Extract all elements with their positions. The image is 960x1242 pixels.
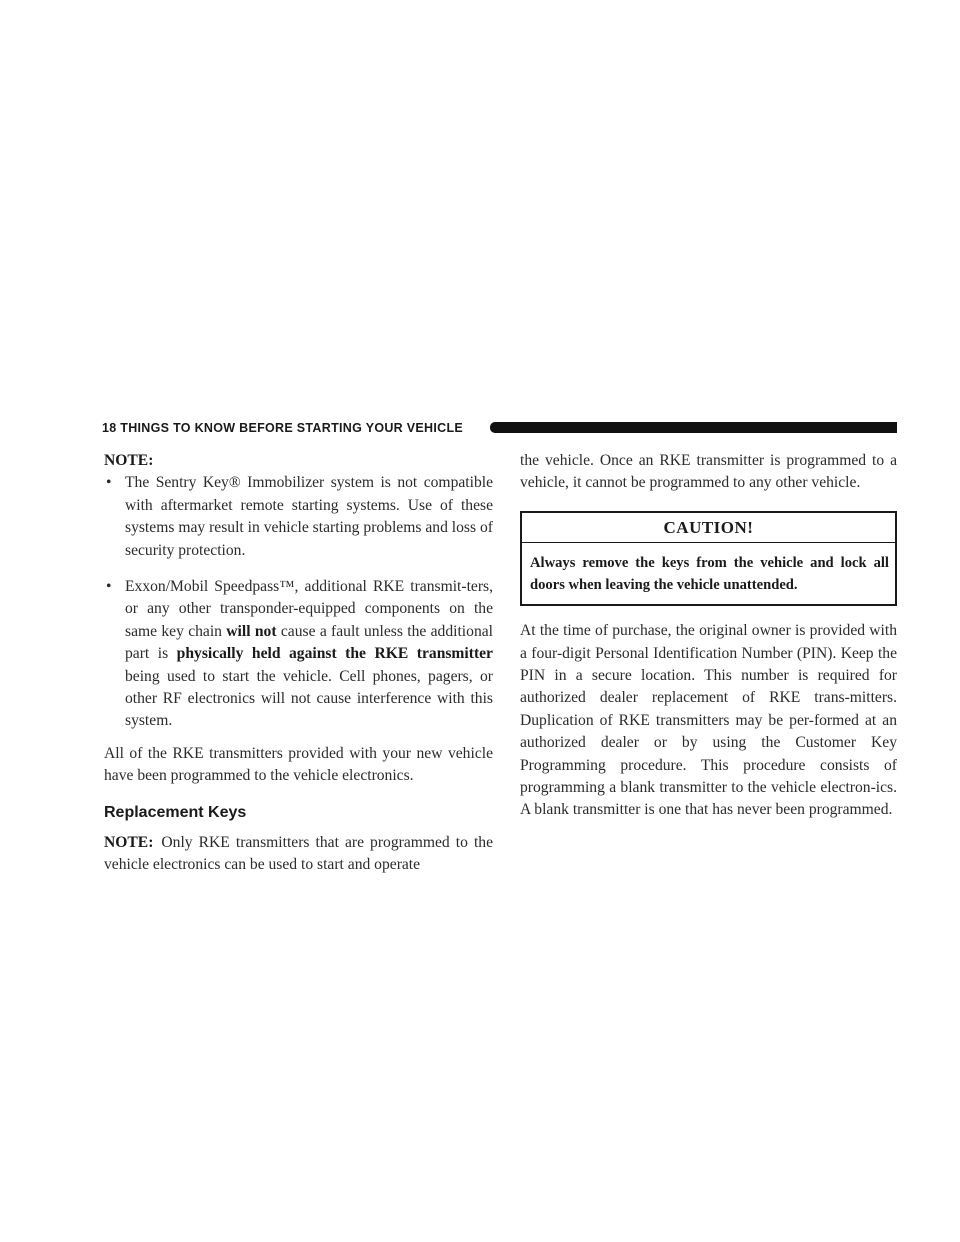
bullet-dot: • — [106, 474, 112, 492]
right-column — [520, 450, 897, 822]
paragraph: the vehicle. Once an RKE transmitter is programmed to a vehicle, it cannot be programmed to any other vehicle. — [520, 452, 897, 492]
bullet-text: The Sentry Key® Immobilizer system is not compatible with aftermarket remote starting systems. Use of these systems may result in vehicle starting problems and loss of security protection. — [125, 474, 493, 559]
header-rule — [490, 422, 897, 433]
paragraph: All of the RKE transmitters provided with your new vehicle have been programmed to the vehicle electronics. — [104, 744, 493, 785]
bullet-text: Exxon/Mobil Speedpass™, additional RKE transmit-ters, or any other transponder-equipped components on the same key chain will not cause a fault unless the additional part is physically held against the RKE transmitter being used to start the vehicle. Cell phones, pagers, or other RF electronics will not cause interference with this system. — [125, 578, 493, 730]
caution-body: Always remove the keys from the vehicle and lock all doors when leaving the vehicle unattended. — [530, 555, 889, 593]
bullet-item — [104, 472, 493, 562]
section-heading: Replacement Keys — [104, 803, 247, 821]
bullet-item — [104, 576, 493, 733]
note-label: NOTE: — [104, 452, 154, 469]
note-paragraph: NOTE: Only RKE transmitters that are programmed to the vehicle electronics can be used to start and operate — [104, 833, 493, 874]
bullet-dot: • — [106, 578, 112, 596]
paragraph: At the time of purchase, the original owner is provided with a four-digit Personal Identification Number (PIN). Keep the PIN in a secure location. This number is required for authorized dealer replacement of RKE trans-mitters. Duplication of RKE transmitters may be per-formed at an authorized dealer or by using the Customer Key Programming procedure. This procedure consists of programming a blank transmitter to the vehicle electron-ics. A blank transmitter is one that has never been programmed. — [520, 622, 897, 819]
page-header-text: 18 THINGS TO KNOW BEFORE STARTING YOUR VEHICLE — [102, 421, 464, 435]
caution-box — [520, 511, 897, 606]
left-column — [104, 450, 493, 877]
page-header — [102, 418, 897, 440]
caution-title: CAUTION! — [522, 513, 895, 543]
